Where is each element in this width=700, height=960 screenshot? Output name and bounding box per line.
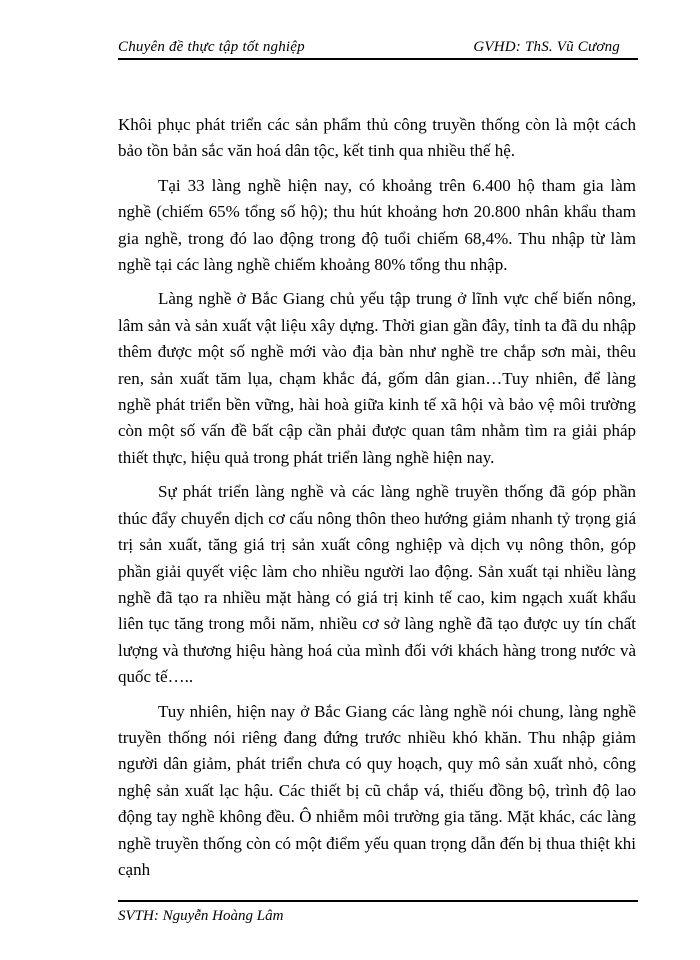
page-footer: [118, 900, 638, 925]
paragraph: Khôi phục phát triển các sản phẩm thủ công truyền thống còn là một cách bảo tồn bản sắc văn hoá dân tộc, kết tinh qua nhiều thế hệ.: [118, 115, 636, 161]
paragraph: Làng nghề ở Bắc Giang chủ yếu tập trung ở lĩnh vực chế biến nông, lâm sản và sản xuất vật liệu xây dựng. Thời gian gần đây, tỉnh ta đã du nhập thêm được một số nghề mới vào địa bàn như nghề tre chắp sơn mài, thêu ren, sản xuất tăm lụa, chạm khắc đá, gốm dân gian…Tuy nhiên, để làng nghề phát triển bền vững, hài hoà giữa kinh tế xã hội và bảo vệ môi trường còn một số vấn đề bất cập cần phải được quan tâm nhằm tìm ra giải pháp thiết thực, hiệu quả trong phát triển làng nghề hiện nay.: [118, 289, 636, 467]
document-body: [118, 112, 636, 891]
footer-author: SVTH: Nguyễn Hoàng Lâm: [118, 908, 284, 924]
header-title: Chuyên đề thực tập tốt nghiệp: [118, 39, 305, 55]
paragraph: Tại 33 làng nghề hiện nay, có khoảng trên 6.400 hộ tham gia làm nghề (chiếm 65% tổng số hộ); thu hút khoảng hơn 20.800 nhân khẩu tham gia nghề, trong đó lao động trong độ tuổi chiếm 68,4%. Thu nhập từ làm nghề tại các làng nghề chiếm khoảng 80% tổng thu nhập.: [118, 175, 636, 275]
paragraph: Sự phát triển làng nghề và các làng nghề truyền thống đã góp phần thúc đẩy chuyển dịch cơ cấu nông thôn theo hướng giảm nhanh tỷ trọng giá trị sản xuất, tăng giá trị sản xuất công nghiệp và dịch vụ nông thôn, góp phần giải quyết việc làm cho nhiều người lao động. Sản xuất tại nhiều làng nghề đã tạo ra nhiều mặt hàng có giá trị kinh tế cao, kim ngạch xuất khẩu liên tục tăng trong mỗi năm, nhiều cơ sở làng nghề đã tạo được uy tín chất lượng và thương hiệu hàng hoá của mình đối với khách hàng trong nước và quốc tế…..: [118, 482, 636, 687]
paragraph: Tuy nhiên, hiện nay ở Bắc Giang các làng nghề nói chung, làng nghề truyền thống nói riêng đang đứng trước nhiều khó khăn. Thu nhập giảm người dân giảm, phát triển chưa có quy hoạch, quy mô sản xuất nhỏ, công nghệ sản xuất lạc hậu. Các thiết bị cũ chắp vá, thiếu đồng bộ, trình độ lao động tay nghề không đều. Ô nhiễm môi trường gia tăng. Mặt khác, các làng nghề truyền thống còn có một điểm yếu quan trọng dẫn đến bị thua thiệt khi cạnh: [118, 701, 636, 879]
page-header: [118, 38, 638, 60]
header-supervisor: GVHD: ThS. Vũ Cương: [473, 39, 620, 55]
